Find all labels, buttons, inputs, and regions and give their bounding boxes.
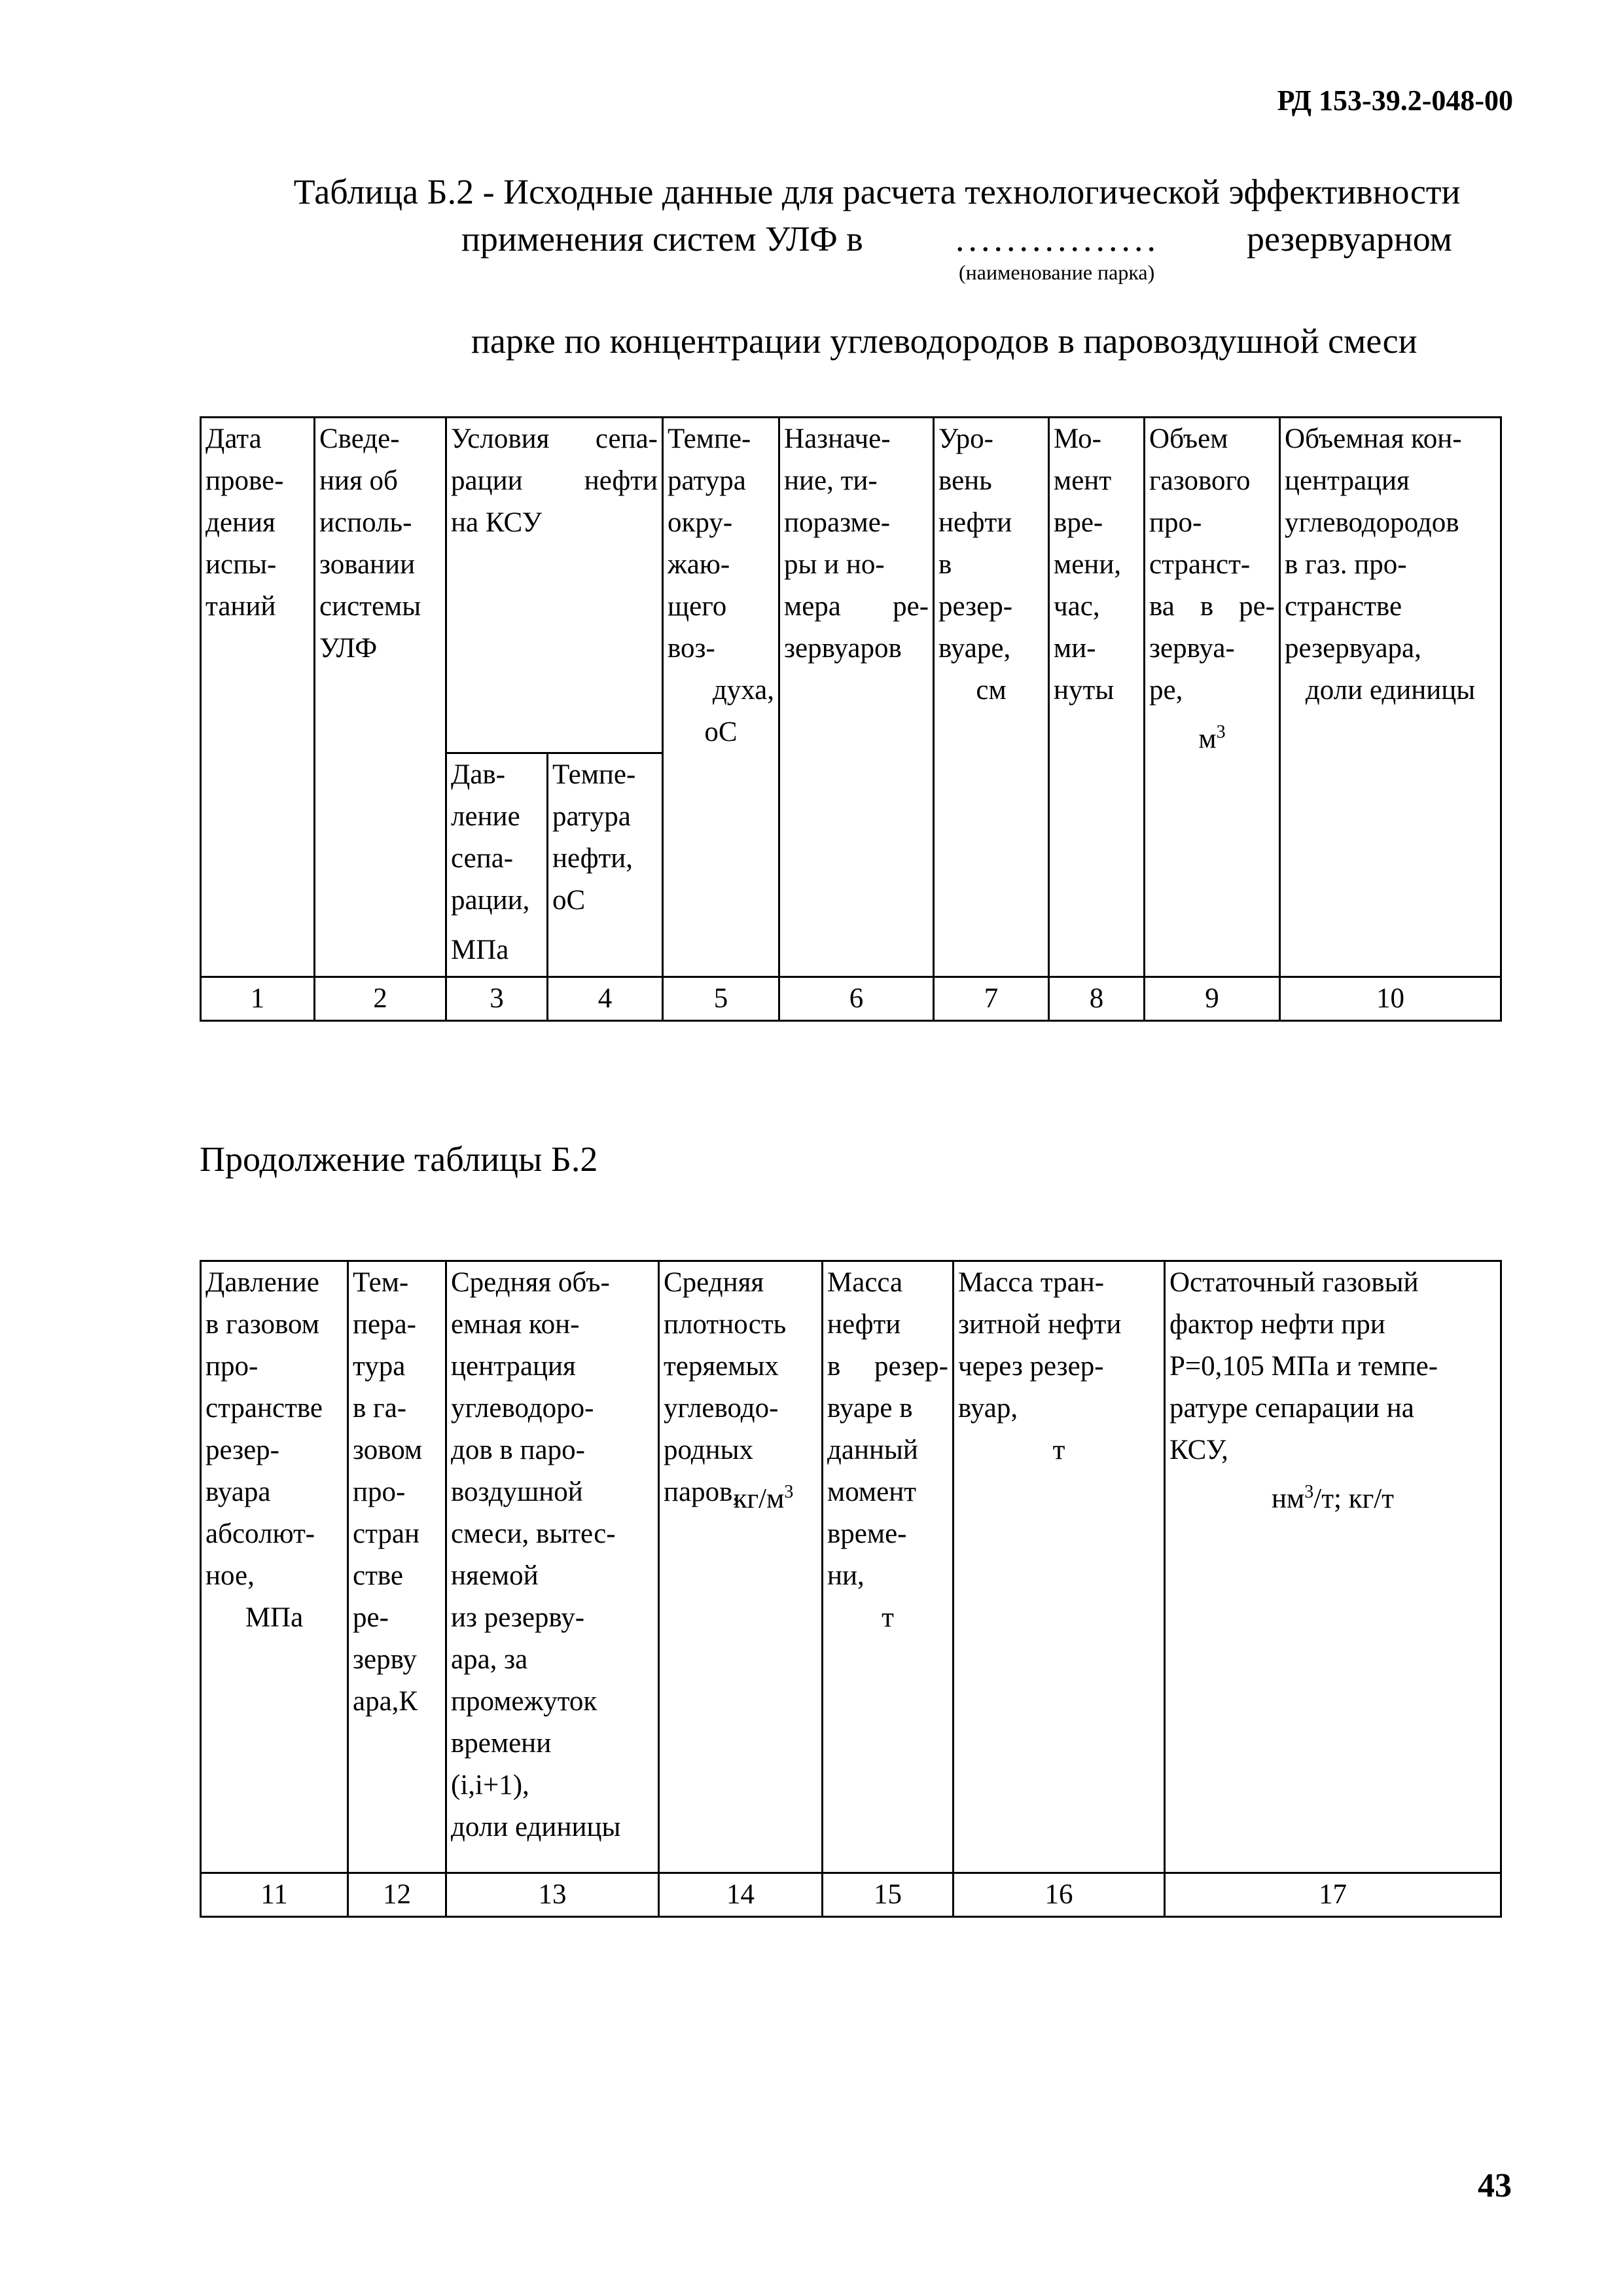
column-number: 13 bbox=[446, 1873, 659, 1917]
header-average-vapor-density: Средняя плотность теряемых углеводо- родных паров, $кг/м^3$ bbox=[659, 1261, 823, 1873]
column-number: 16 bbox=[954, 1873, 1165, 1917]
header-average-volume-concentration: Средняя объ- емная кон- центрация углеводоро- дов в паро- воздушной смеси, вытес- няемой из резерву- ара, за промежуток времени (i,i+1), доли единицы bbox=[446, 1261, 659, 1873]
column-number-row bbox=[201, 1873, 1501, 1917]
table-b2-continuation bbox=[200, 1260, 1502, 1918]
continuation-title: Продолжение таблицы Б.2 bbox=[200, 1139, 598, 1179]
column-number: 7 bbox=[934, 977, 1049, 1021]
header-gas-space-volume: Объем газового про- странст- ва в ре- зервуа- ре, $м^3$ bbox=[1145, 418, 1280, 977]
column-number: 8 bbox=[1049, 977, 1145, 1021]
header-test-date: Дата прове- дения испы- таний bbox=[201, 418, 315, 977]
park-name-caption: (наименование парка) bbox=[959, 260, 1155, 284]
header-time-moment: Мо- мент вре- мени, час, ми- нуты bbox=[1049, 418, 1145, 977]
column-number: 6 bbox=[779, 977, 934, 1021]
column-number: 4 bbox=[548, 977, 663, 1021]
page-number: 43 bbox=[1478, 2167, 1512, 2204]
header-tank-purpose-sizes: Назначе- ние, ти- поразме- ры и но- мера ре- зервуаров bbox=[779, 418, 934, 977]
column-number: 11 bbox=[201, 1873, 348, 1917]
column-number: 15 bbox=[823, 1873, 954, 1917]
column-number: 1 bbox=[201, 977, 315, 1021]
column-number: 14 bbox=[659, 1873, 823, 1917]
column-number-row bbox=[201, 977, 1501, 1021]
header-hydrocarbon-concentration: Объемная кон- центрация углеводородов в газ. про- странстве резервуара, доли единицы bbox=[1280, 418, 1501, 977]
header-ambient-air-temperature: Темпе- ратура окру- жаю- щего воз- духа, оС bbox=[663, 418, 779, 977]
column-number: 17 bbox=[1165, 1873, 1501, 1917]
header-transit-oil-mass: Масса тран- зитной нефти через резер- вуар, т bbox=[954, 1261, 1165, 1873]
column-number: 5 bbox=[663, 977, 779, 1021]
header-oil-mass-in-tank: Масса нефти в резер- вуаре в данный момент време- ни, т bbox=[823, 1261, 954, 1873]
title-line-2-start: применения систем УЛФ в bbox=[461, 219, 863, 259]
column-number: 3 bbox=[446, 977, 548, 1021]
title-line-2-end: резервуарном bbox=[1247, 219, 1452, 259]
column-number: 10 bbox=[1280, 977, 1501, 1021]
column-number: 2 bbox=[315, 977, 446, 1021]
header-oil-level: Уро- вень нефти в резер- вуаре, см bbox=[934, 418, 1049, 977]
document-code: РД 153-39.2-048-00 bbox=[1277, 84, 1513, 117]
header-residual-gas-factor: Остаточный газовый фактор нефти при Р=0,105 МПа и темпе- ратуре сепарации на КСУ, $нм^3/т$; кг/т bbox=[1165, 1261, 1501, 1873]
column-number: 9 bbox=[1145, 977, 1280, 1021]
header-separation-pressure: Дав- ление сепа- рации, МПа bbox=[446, 753, 548, 977]
table-b2 bbox=[200, 416, 1502, 1022]
header-oil-temperature: Темпе- ратура нефти, оС bbox=[548, 753, 663, 977]
header-separation-conditions: Условия сепа- рации нефти на КСУ bbox=[446, 418, 663, 753]
table-title-line-3: парке по концентрации углеводородов в паровоздушной смеси bbox=[471, 321, 1418, 361]
header-ulf-usage-info: Сведе- ния об исполь- зовании системы УЛФ bbox=[315, 418, 446, 977]
table-title-line-1: Таблица Б.2 - Исходные данные для расчета технологической эффективности bbox=[293, 172, 1461, 211]
column-number: 12 bbox=[348, 1873, 446, 1917]
header-gas-space-temperature: Тем- пера- тура в га- зовом про- стран стве ре- зерву ара,К bbox=[348, 1261, 446, 1873]
park-name-blank: ................ bbox=[955, 219, 1160, 259]
header-gas-space-pressure: Давление в газовом про- странстве резер- вуара абсолют- ное, МПа bbox=[201, 1261, 348, 1873]
